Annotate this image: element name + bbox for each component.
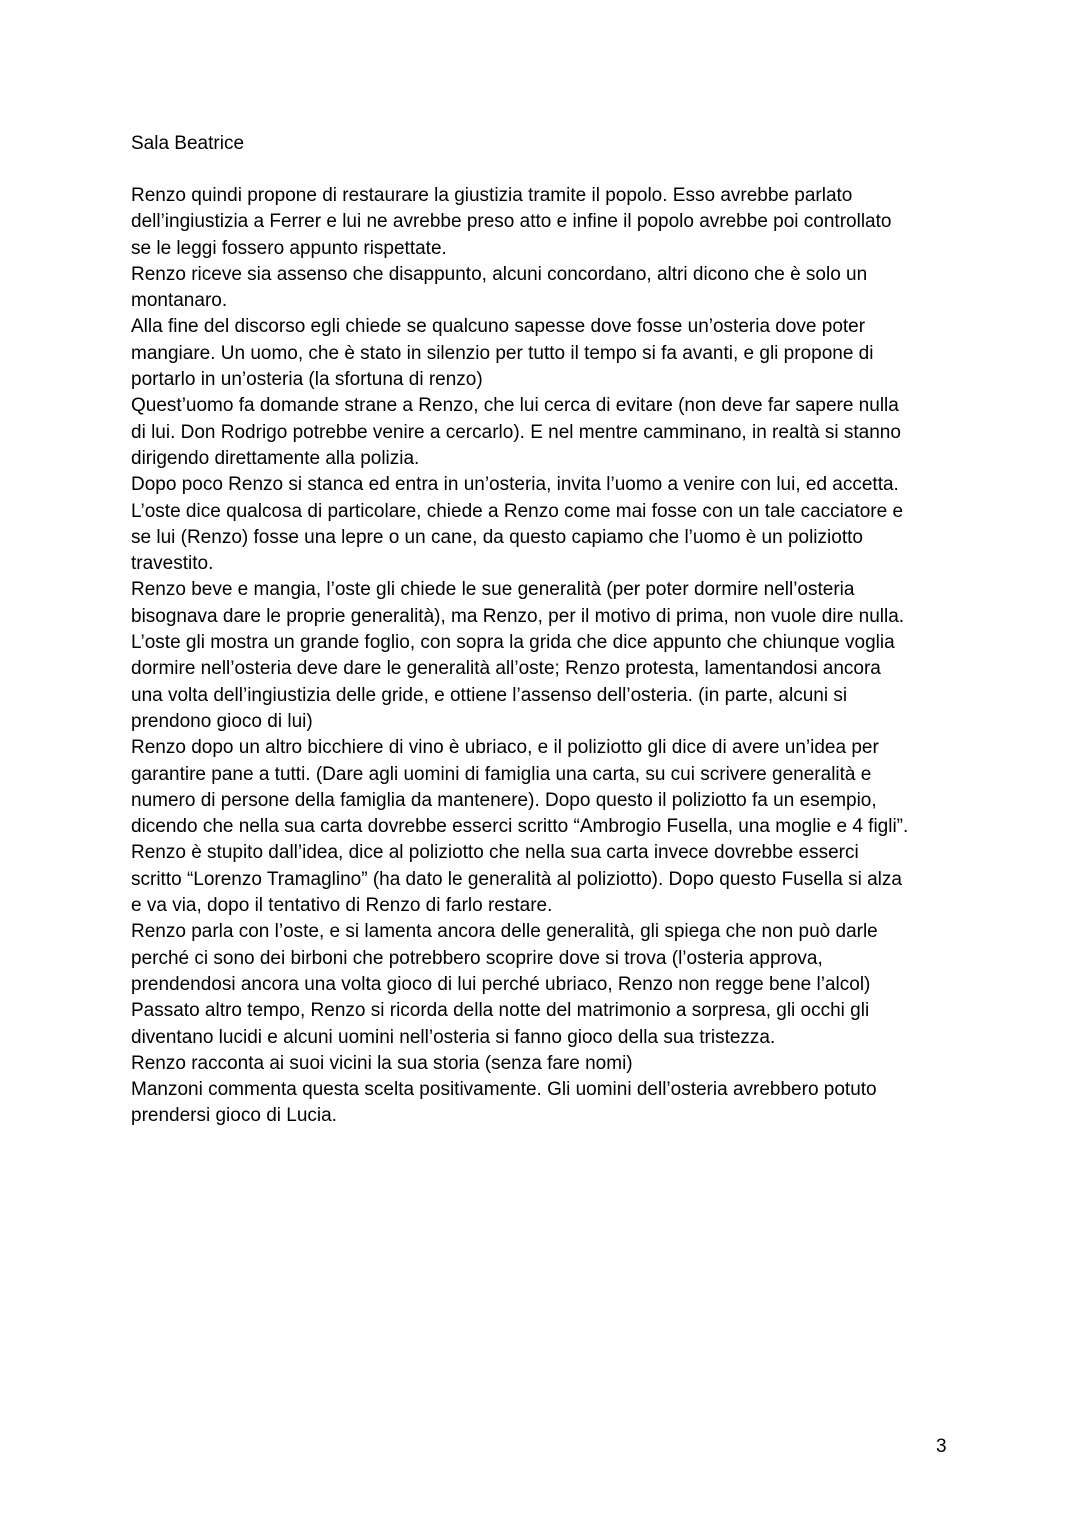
text-line: diventano lucidi e alcuni uomini nell’osteria si fanno gioco della sua tristezza. bbox=[131, 1026, 776, 1048]
text-line: di lui. Don Rodrigo potrebbe venire a cercarlo). E nel mentre camminano, in realtà si stanno bbox=[131, 421, 901, 443]
text-line: L’oste dice qualcosa di particolare, chiede a Renzo come mai fosse con un tale cacciatore e bbox=[131, 500, 904, 522]
text-line: Alla fine del discorso egli chiede se qualcuno sapesse dove fosse un’osteria dove poter bbox=[131, 316, 866, 338]
text-line: scritto “Lorenzo Tramaglino” (ha dato le generalità al poliziotto). Dopo questo Fusella si alza bbox=[131, 868, 902, 890]
text-line: prendono gioco di lui) bbox=[131, 710, 313, 732]
text-line: dicendo che nella sua carta dovrebbe esserci scritto “Ambrogio Fusella, una moglie e 4 figli”. bbox=[131, 816, 909, 838]
text-line: Renzo dopo un altro bicchiere di vino è ubriaco, e il poliziotto gli dice di avere un’idea per bbox=[131, 737, 879, 759]
text-line: bisognava dare le proprie generalità), ma Renzo, per il motivo di prima, non vuole dire nulla. bbox=[131, 605, 905, 627]
text-line: travestito. bbox=[131, 553, 214, 575]
document-body bbox=[131, 183, 961, 1130]
text-line: Dopo poco Renzo si stanca ed entra in un’osteria, invita l’uomo a venire con lui, ed accetta. bbox=[131, 474, 899, 496]
text-line: prendendosi ancora una volta gioco di lui perché ubriaco, Renzo non regge bene l’alcol) bbox=[131, 973, 871, 995]
text-line: numero di persone della famiglia da mantenere). Dopo questo il poliziotto fa un esempio, bbox=[131, 789, 877, 811]
page-number: 3 bbox=[936, 1436, 947, 1457]
text-line: prendersi gioco di Lucia. bbox=[131, 1105, 337, 1127]
text-line: se lui (Renzo) fosse una lepre o un cane, da questo capiamo che l’uomo è un poliziotto bbox=[131, 526, 863, 548]
text-line: una volta dell’ingiustizia delle gride, e ottiene l’assenso dell’osteria. (in parte, alcuni si bbox=[131, 684, 848, 706]
text-line: mangiare. Un uomo, che è stato in silenzio per tutto il tempo si fa avanti, e gli propone di bbox=[131, 342, 874, 364]
text-line: Renzo racconta ai suoi vicini la sua storia (senza fare nomi) bbox=[131, 1052, 633, 1074]
text-line: e va via, dopo il tentativo di Renzo di farlo restare. bbox=[131, 895, 553, 917]
text-line: Renzo riceve sia assenso che disappunto, alcuni concordano, altri dicono che è solo un bbox=[131, 263, 868, 285]
text-line: dormire nell’osteria deve dare le generalità all’oste; Renzo protesta, lamentandosi ancora bbox=[131, 658, 881, 680]
text-line: garantire pane a tutti. (Dare agli uomini di famiglia una carta, su cui scrivere generalità e bbox=[131, 763, 872, 785]
text-line: Renzo è stupito dall’idea, dice al poliziotto che nella sua carta invece dovrebbe esserci bbox=[131, 842, 859, 864]
text-line: perché ci sono dei birboni che potrebbero scoprire dove si trova (l’osteria approva, bbox=[131, 947, 823, 969]
text-line: Passato altro tempo, Renzo si ricorda della notte del matrimonio a sorpresa, gli occhi gli bbox=[131, 1000, 870, 1022]
text-line: Renzo quindi propone di restaurare la giustizia tramite il popolo. Esso avrebbe parlato bbox=[131, 185, 853, 206]
text-line: Quest’uomo fa domande strane a Renzo, che lui cerca di evitare (non deve far sapere nulla bbox=[131, 395, 899, 417]
text-line: Renzo parla con l’oste, e si lamenta ancora delle generalità, gli spiega che non può darle bbox=[131, 921, 878, 943]
text-line: dell’ingiustizia a Ferrer e lui ne avrebbe preso atto e infine il popolo avrebbe poi controllato bbox=[131, 211, 892, 233]
text-line: portarlo in un’osteria (la sfortuna di renzo) bbox=[131, 369, 483, 391]
text-line: Renzo beve e mangia, l’oste gli chiede le sue generalità (per poter dormire nell’osteria bbox=[131, 579, 855, 601]
text-line: montanaro. bbox=[131, 290, 228, 312]
text-line: se le leggi fossero appunto rispettate. bbox=[131, 237, 447, 259]
text-line: dirigendo direttamente alla polizia. bbox=[131, 447, 420, 469]
text-line: Manzoni commenta questa scelta positivamente. Gli uomini dell’osteria avrebbero potuto bbox=[131, 1079, 877, 1101]
text-line: L’oste gli mostra un grande foglio, con sopra la grida che dice appunto che chiunque voglia bbox=[131, 632, 895, 654]
author-name: Sala Beatrice bbox=[131, 133, 245, 154]
